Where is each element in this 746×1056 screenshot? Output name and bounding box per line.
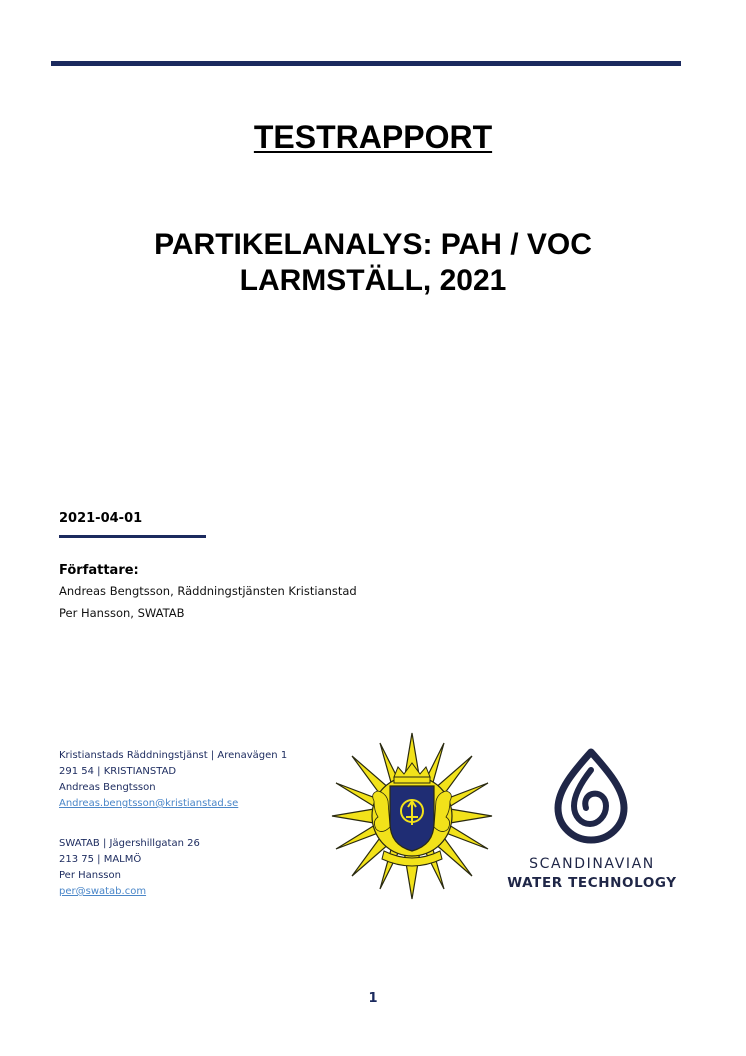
- swt-company-name-line-1: SCANDINAVIAN: [529, 856, 655, 872]
- water-drop-icon: [548, 748, 634, 844]
- fire-rescue-emblem-icon: [330, 731, 494, 901]
- contact-postal: 291 54 | KRISTIANSTAD: [59, 766, 177, 777]
- swt-company-name-line-2: WATER TECHNOLOGY: [507, 875, 677, 891]
- date-underline-rule: [59, 535, 206, 538]
- contact-person: Per Hansson: [59, 870, 121, 881]
- contact-block-kristianstad: [59, 748, 287, 812]
- authors-heading: Författare:: [59, 563, 139, 578]
- contact-address: Kristianstads Räddningstjänst | Arenavägen 1: [59, 750, 288, 761]
- contact-postal: 213 75 | MALMÖ: [59, 854, 142, 865]
- report-date: 2021-04-01: [59, 511, 143, 526]
- contact-email-link[interactable]: Andreas.bengtsson@kristianstad.se: [59, 798, 239, 809]
- report-title-line-2: LARMSTÄLL, 2021: [239, 264, 507, 297]
- report-title-line-1: PARTIKELANALYS: PAH / VOC: [154, 228, 592, 261]
- document-type-heading: TESTRAPPORT: [253, 119, 493, 155]
- contact-address: SWATAB | Jägershillgatan 26: [59, 838, 200, 849]
- contact-block-swatab: [59, 836, 200, 900]
- contact-person: Andreas Bengtsson: [59, 782, 156, 793]
- contact-email-link[interactable]: per@swatab.com: [59, 886, 147, 897]
- author-2: Per Hansson, SWATAB: [59, 606, 185, 620]
- page-number: 1: [368, 991, 378, 1006]
- author-1: Andreas Bengtsson, Räddningstjänsten Kristianstad: [59, 584, 357, 598]
- header-rule: [51, 61, 681, 66]
